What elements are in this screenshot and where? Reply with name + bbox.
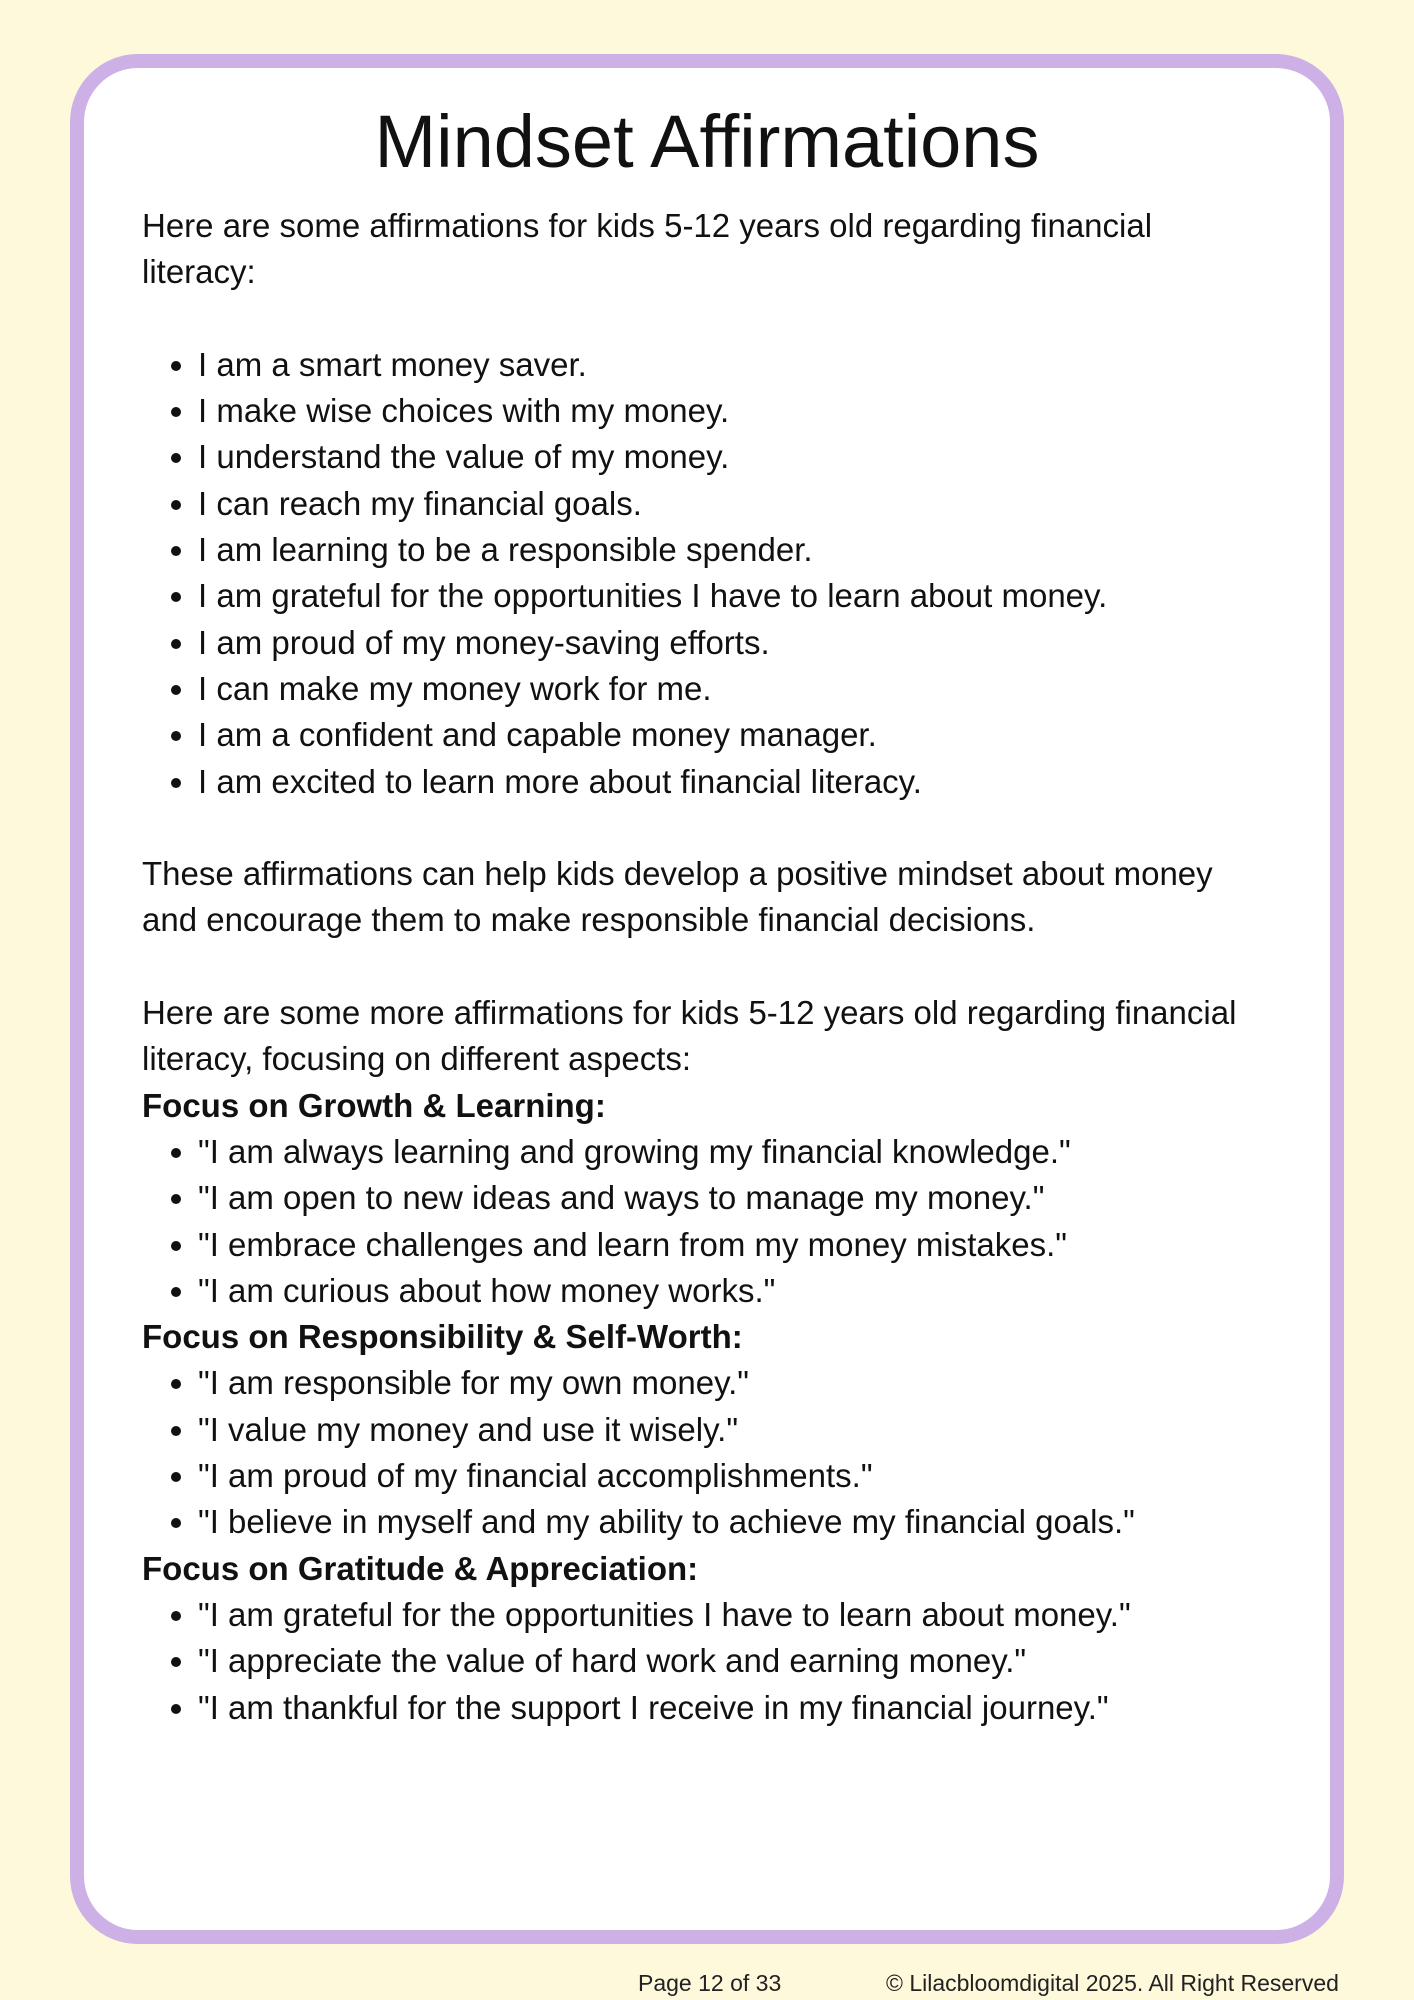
list-item: • "I am thankful for the support I receive in my financial journey." bbox=[198, 1685, 1272, 1731]
list-item: • "I am curious about how money works." bbox=[198, 1268, 1272, 1314]
section-heading-responsibility: Focus on Responsibility & Self-Worth: bbox=[142, 1318, 743, 1356]
list-item: • "I am open to new ideas and ways to manage my money." bbox=[198, 1175, 1272, 1221]
gratitude-list bbox=[142, 1592, 1272, 1731]
intro-paragraph: Here are some affirmations for kids 5-12 years old regarding financial literacy: bbox=[142, 207, 1153, 291]
list-item: • I am learning to be a responsible spender. bbox=[198, 527, 1272, 573]
list-item: • I am excited to learn more about financial literacy. bbox=[198, 759, 1272, 805]
page-number: Page 12 of 33 bbox=[638, 1970, 782, 1996]
responsibility-list bbox=[142, 1360, 1272, 1545]
affirmation-list bbox=[142, 342, 1272, 805]
growth-list bbox=[142, 1129, 1272, 1314]
list-item: • I make wise choices with my money. bbox=[198, 388, 1272, 434]
section-heading-growth: Focus on Growth & Learning: bbox=[142, 1086, 606, 1124]
list-item: • I am proud of my money-saving efforts. bbox=[198, 620, 1272, 666]
list-item: • "I value my money and use it wisely." bbox=[198, 1407, 1272, 1453]
list-item: • "I am grateful for the opportunities I have to learn about money." bbox=[198, 1592, 1272, 1638]
list-item: • "I am always learning and growing my financial knowledge." bbox=[198, 1129, 1272, 1175]
list-item: • I can reach my financial goals. bbox=[198, 481, 1272, 527]
spacer bbox=[142, 296, 1272, 342]
section-heading-gratitude: Focus on Gratitude & Appreciation: bbox=[142, 1549, 699, 1587]
list-item: • I can make my money work for me. bbox=[198, 666, 1272, 712]
list-item: • I am a confident and capable money manager. bbox=[198, 712, 1272, 758]
page-title: Mindset Affirmations bbox=[374, 100, 1040, 183]
list-item: • "I appreciate the value of hard work and earning money." bbox=[198, 1638, 1272, 1684]
list-item: • "I am proud of my financial accomplishments." bbox=[198, 1453, 1272, 1499]
spacer bbox=[142, 944, 1272, 990]
list-item: • "I believe in myself and my ability to achieve my financial goals." bbox=[198, 1499, 1272, 1545]
list-item: • I understand the value of my money. bbox=[198, 434, 1272, 480]
list-item: • I am a smart money saver. bbox=[198, 342, 1272, 388]
summary-paragraph: These affirmations can help kids develop a positive mindset about money and encourage them to make responsible financial decisions. bbox=[142, 855, 1213, 939]
list-item: • "I embrace challenges and learn from my money mistakes." bbox=[198, 1222, 1272, 1268]
copyright-notice: © Lilacbloomdigital 2025. All Right Reserved bbox=[886, 1970, 1339, 1996]
page-content bbox=[142, 203, 1272, 1731]
spacer bbox=[142, 805, 1272, 851]
list-item: • I am grateful for the opportunities I have to learn about money. bbox=[198, 573, 1272, 619]
list-item: • "I am responsible for my own money." bbox=[198, 1360, 1272, 1406]
more-intro-paragraph: Here are some more affirmations for kids 5-12 years old regarding financial literacy, focusing on different aspects: bbox=[142, 994, 1237, 1078]
